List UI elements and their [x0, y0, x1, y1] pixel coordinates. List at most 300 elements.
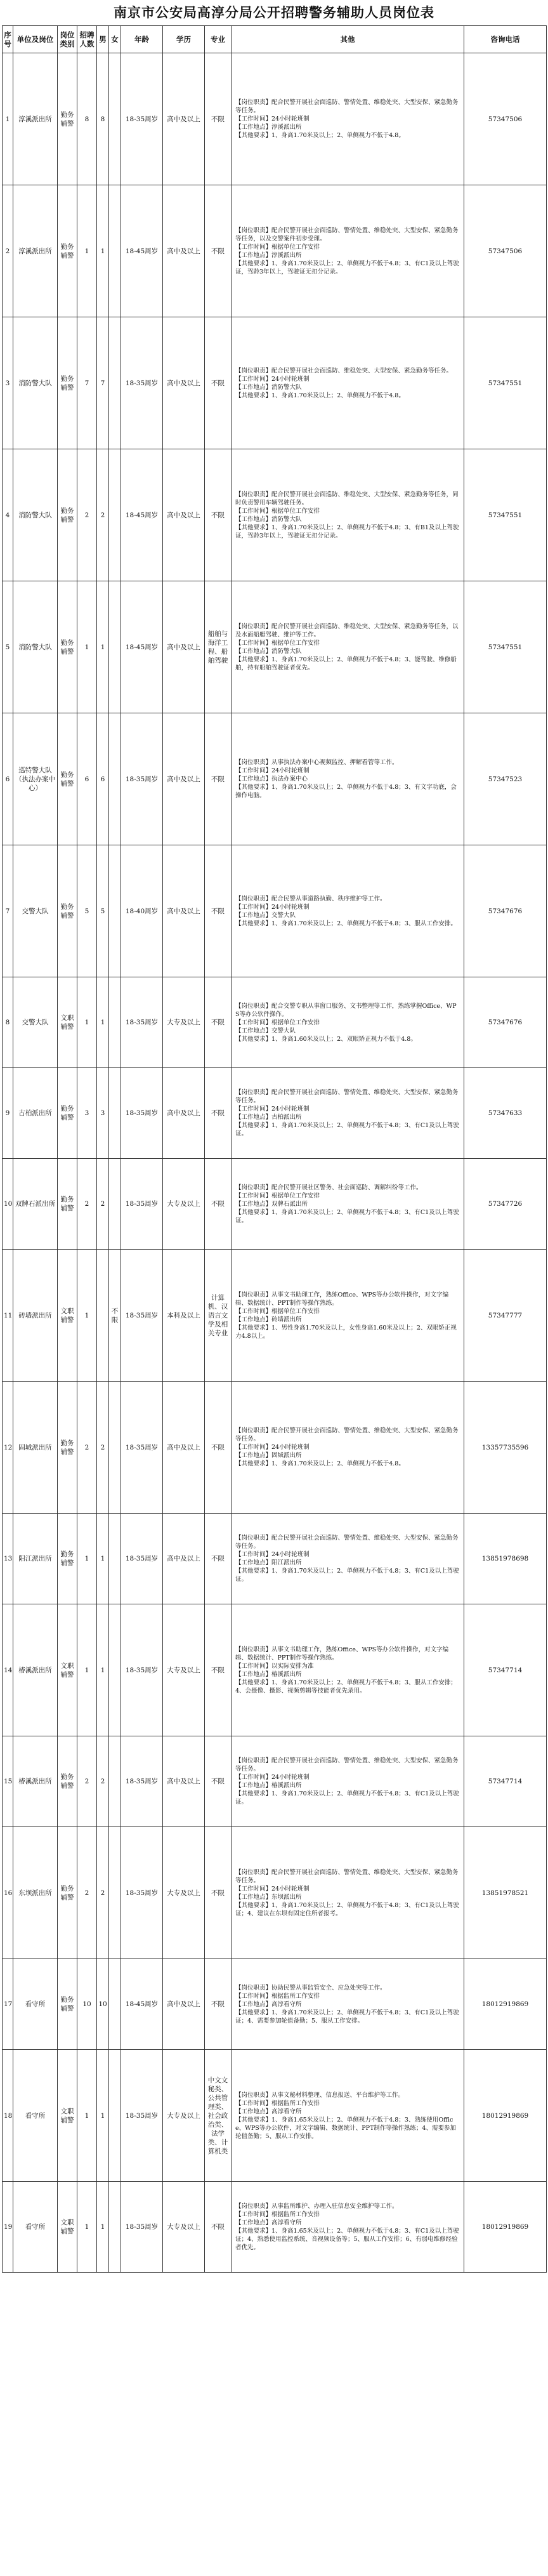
other-line: 【工作时间】根据单位工作安排 [235, 1307, 320, 1315]
cell-phone: 57347506 [464, 53, 547, 185]
cell-seq: 9 [3, 1068, 13, 1159]
cell-unit: 交警大队 [13, 977, 58, 1068]
other-line: 【工作时间】根据监所工作安排 [235, 2099, 320, 2107]
cell-male: 2 [97, 1382, 109, 1514]
table-row [3, 2182, 547, 2273]
cell-phone: 57347714 [464, 1736, 547, 1827]
cell-age: 18-35周岁 [121, 1736, 163, 1827]
cell-education: 高中及以上 [163, 53, 205, 185]
cell-major: 不限 [205, 1959, 232, 2050]
table-row [3, 713, 547, 845]
cell-female [109, 1604, 121, 1736]
cell-seq: 3 [3, 317, 13, 449]
other-line: 【工作地点】双牌石派出所 [235, 1200, 308, 1208]
cell-unit: 椿溪派出所 [13, 1604, 58, 1736]
cell-count: 2 [77, 1827, 97, 1959]
cell-education: 高中及以上 [163, 1068, 205, 1159]
cell-count: 1 [77, 1604, 97, 1736]
cell-other [232, 1514, 464, 1604]
cell-phone: 18012919869 [464, 2050, 547, 2182]
cell-seq: 16 [3, 1827, 13, 1959]
cell-count: 2 [77, 449, 97, 581]
cell-phone: 57347551 [464, 449, 547, 581]
other-line: 【其他要求】1、身高1.60米及以上；2、双眼矫正视力不低于4.8。 [235, 1035, 417, 1043]
other-line: 【工作地点】消防警大队 [235, 515, 302, 523]
cell-seq: 19 [3, 2182, 13, 2273]
cell-phone: 18012919869 [464, 1959, 547, 2050]
cell-category: 勤务辅警 [58, 845, 77, 977]
other-line: 【工作时间】根据单位工作安排 [235, 243, 320, 251]
cell-age: 18-35周岁 [121, 53, 163, 185]
cell-phone: 57347676 [464, 977, 547, 1068]
cell-category: 文职辅警 [58, 2050, 77, 2182]
cell-count: 1 [77, 581, 97, 713]
cell-unit: 固城派出所 [13, 1382, 58, 1514]
cell-other [232, 1736, 464, 1827]
other-line: 【工作地点】椿溪派出所 [235, 1670, 302, 1678]
cell-seq: 17 [3, 1959, 13, 2050]
cell-education: 高中及以上 [163, 581, 205, 713]
cell-phone: 13851978698 [464, 1514, 547, 1604]
cell-count: 8 [77, 53, 97, 185]
cell-major: 不限 [205, 1604, 232, 1736]
other-line: 【岗位职责】配合民警开展社会面巡防、警情处置、维稳处突、大型安保、紧急勤务等任务。 [235, 1535, 459, 1550]
cell-male: 2 [97, 1736, 109, 1827]
cell-phone: 13851978521 [464, 1827, 547, 1959]
cell-category: 勤务辅警 [58, 317, 77, 449]
cell-other [232, 1250, 464, 1382]
cell-female [109, 449, 121, 581]
cell-male: 1 [97, 977, 109, 1068]
table-row [3, 581, 547, 713]
cell-education: 大专及以上 [163, 1827, 205, 1959]
cell-education: 高中及以上 [163, 845, 205, 977]
other-line: 【工作时间】24小时轮班制 [235, 1444, 310, 1451]
cell-other [232, 53, 464, 185]
other-line: 【工作时间】根据单位工作安排 [235, 1019, 320, 1026]
cell-count: 10 [77, 1959, 97, 2050]
cell-male [97, 1250, 109, 1382]
cell-category: 勤务辅警 [58, 581, 77, 713]
cell-age: 18-45周岁 [121, 185, 163, 317]
cell-age: 18-35周岁 [121, 1250, 163, 1382]
other-line: 【岗位职责】配合民警开展社会面巡防、维稳处突、大型安保、紧急勤务等任务，以及水面船艇驾驶、维护等工作。 [235, 623, 459, 638]
other-line: 【工作时间】根据监所工作安排 [235, 2211, 320, 2218]
other-line: 【工作时间】根据监所工作安排 [235, 1992, 320, 2000]
cell-seq: 12 [3, 1382, 13, 1514]
cell-phone: 57347551 [464, 581, 547, 713]
cell-male: 2 [97, 449, 109, 581]
cell-seq: 1 [3, 53, 13, 185]
cell-count: 1 [77, 185, 97, 317]
table-row [3, 1382, 547, 1514]
cell-major: 不限 [205, 53, 232, 185]
other-line: 【工作地点】消防警大队 [235, 647, 302, 655]
cell-category: 勤务辅警 [58, 53, 77, 185]
cell-male: 6 [97, 713, 109, 845]
cell-education: 高中及以上 [163, 713, 205, 845]
other-line: 【岗位职责】从事执法办案中心视频监控、押解看管等工作。 [235, 759, 398, 766]
cell-female [109, 1159, 121, 1250]
cell-unit: 淳溪派出所 [13, 185, 58, 317]
cell-unit: 看守所 [13, 2050, 58, 2182]
other-line: 【工作地点】固城派出所 [235, 1452, 302, 1459]
header-male: 男 [97, 26, 109, 53]
cell-other [232, 1604, 464, 1736]
other-line: 【工作地点】椿溪派出所 [235, 1782, 302, 1789]
cell-category: 勤务辅警 [58, 449, 77, 581]
cell-other [232, 2182, 464, 2273]
cell-male: 1 [97, 1604, 109, 1736]
cell-unit: 阳江派出所 [13, 1514, 58, 1604]
cell-female [109, 1382, 121, 1514]
cell-education: 高中及以上 [163, 1736, 205, 1827]
cell-category: 勤务辅警 [58, 1827, 77, 1959]
cell-major: 不限 [205, 317, 232, 449]
table-row [3, 1736, 547, 1827]
cell-major: 不限 [205, 1159, 232, 1250]
other-line: 【工作时间】以实际安排为准 [235, 1662, 314, 1670]
cell-education: 大专及以上 [163, 2050, 205, 2182]
other-line: 【工作时间】24小时轮班制 [235, 1774, 310, 1781]
other-line: 【工作地点】淳溪派出所 [235, 251, 302, 259]
other-line: 【其他要求】1、身高1.70米及以上；2、单侧视力不低于4.8；3、有C1及以上驾驶证。 [235, 1790, 459, 1806]
cell-other [232, 317, 464, 449]
header-other: 其他 [232, 26, 464, 53]
cell-unit: 消防警大队 [13, 449, 58, 581]
cell-count: 5 [77, 845, 97, 977]
cell-unit: 砖墙派出所 [13, 1250, 58, 1382]
header-phone: 咨询电话 [464, 26, 547, 53]
header-age: 年龄 [121, 26, 163, 53]
cell-education: 高中及以上 [163, 185, 205, 317]
header-education: 学历 [163, 26, 205, 53]
cell-other [232, 581, 464, 713]
table-row [3, 2050, 547, 2182]
other-line: 【工作地点】高淳看守所 [235, 2219, 302, 2226]
other-line: 【其他要求】1、身高1.70米及以上；2、单侧视力不低于4.8；3、有C1及以上驾驶证，驾龄3年以上，驾驶证无扣分记录。 [235, 260, 459, 275]
cell-phone: 57347726 [464, 1159, 547, 1250]
table-row [3, 449, 547, 581]
other-line: 【工作时间】根据单位工作安排 [235, 507, 320, 515]
cell-female: 不限 [109, 1250, 121, 1382]
cell-count: 2 [77, 1159, 97, 1250]
other-line: 【工作地点】消防警大队 [235, 383, 302, 391]
cell-education: 大专及以上 [163, 2182, 205, 2273]
cell-major: 不限 [205, 1827, 232, 1959]
other-line: 【工作时间】24小时轮班制 [235, 1106, 310, 1113]
header-major: 专业 [205, 26, 232, 53]
cell-age: 18-45周岁 [121, 581, 163, 713]
other-line: 【岗位职责】协助民警从事监管安全、应急处突等工作。 [235, 1984, 386, 1991]
other-line: 【工作地点】古柏派出所 [235, 1114, 302, 1121]
cell-other [232, 713, 464, 845]
cell-male: 7 [97, 317, 109, 449]
cell-education: 高中及以上 [163, 1514, 205, 1604]
other-line: 【工作地点】高淳看守所 [235, 2108, 302, 2115]
other-line: 【其他要求】1、身高1.70米及以上；2、单侧视力不低于4.8；3、有C1及以上驾驶证；4、需要参加轮值备勤；5、服从工作安排。 [235, 2009, 459, 2024]
cell-female [109, 1068, 121, 1159]
cell-phone: 57347777 [464, 1250, 547, 1382]
other-line: 【其他要求】1、身高1.70米及以上；2、单侧视力不低于4.8；3、有C1及以上驾驶证。 [235, 1568, 459, 1583]
other-line: 【其他要求】1、男性身高1.70米及以上，女性身高1.60米及以上；2、双眼矫正视力4.8以上。 [235, 1324, 457, 1340]
table-row [3, 1959, 547, 2050]
cell-phone: 57347633 [464, 1068, 547, 1159]
cell-other [232, 1159, 464, 1250]
cell-phone: 18012919869 [464, 2182, 547, 2273]
cell-major: 不限 [205, 1068, 232, 1159]
cell-male: 1 [97, 581, 109, 713]
cell-major: 不限 [205, 2182, 232, 2273]
other-line: 【其他要求】1、身高1.70米及以上；2、单侧视力不低于4.8；3、有C1及以上驾驶证。 [235, 1208, 459, 1224]
other-line: 【岗位职责】配合民警开展社会面巡防、警情处置、维稳处突、大型安保、紧急勤务等任务。 [235, 1868, 459, 1884]
other-line: 【其他要求】1、身高1.70米及以上；2、单侧视力不低于4.8。 [235, 1460, 405, 1467]
header-category: 岗位类别 [58, 26, 77, 53]
cell-seq: 6 [3, 713, 13, 845]
cell-unit: 淳溪派出所 [13, 53, 58, 185]
cell-age: 18-45周岁 [121, 1959, 163, 2050]
table-row [3, 1514, 547, 1604]
other-line: 【岗位职责】配合交警专职从事窗口服务、文书整理等工作，熟练掌握Office、WPS等办公软件操作。 [235, 1002, 457, 1018]
cell-category: 勤务辅警 [58, 1382, 77, 1514]
cell-count: 7 [77, 317, 97, 449]
other-line: 【工作地点】阳江派出所 [235, 1559, 302, 1566]
cell-major: 不限 [205, 1514, 232, 1604]
other-line: 【其他要求】1、身高1.70米及以上；2、单侧视力不低于4.8；3、有B1及以上驾驶证，驾龄3年以上，驾驶证无扣分记录。 [235, 524, 459, 539]
cell-other [232, 1959, 464, 2050]
cell-other [232, 185, 464, 317]
cell-seq: 15 [3, 1736, 13, 1827]
table-row [3, 1604, 547, 1736]
cell-count: 1 [77, 1514, 97, 1604]
cell-major: 中文文秘类、公共管理类、社会政治类、法学类、计算机类 [205, 2050, 232, 2182]
cell-category: 勤务辅警 [58, 713, 77, 845]
other-line: 【岗位职责】从事文书助理工作，熟练Office、WPS等办公软件操作，对文字编辑、数据统计、PPT制作等操作熟练。 [235, 1646, 449, 1661]
other-line: 【岗位职责】配合民警从事道路执勤、秩序维护等工作。 [235, 895, 386, 902]
cell-seq: 18 [3, 2050, 13, 2182]
other-line: 【工作时间】24小时轮班制 [235, 767, 310, 774]
cell-education: 大专及以上 [163, 1159, 205, 1250]
cell-category: 勤务辅警 [58, 1068, 77, 1159]
cell-unit: 消防警大队 [13, 317, 58, 449]
cell-seq: 4 [3, 449, 13, 581]
cell-male: 1 [97, 2182, 109, 2273]
table-row [3, 1068, 547, 1159]
other-line: 【岗位职责】配合民警开展社会面巡防、警情处置、维稳处突、大型安保、紧急勤务等任务。 [235, 1757, 459, 1773]
cell-age: 18-40周岁 [121, 845, 163, 977]
header-unit: 单位及岗位 [13, 26, 58, 53]
cell-seq: 7 [3, 845, 13, 977]
cell-major: 不限 [205, 977, 232, 1068]
other-line: 【其他要求】1、身高1.70米及以上；2、单侧视力不低于4.8；3、服从工作安排；4、会摄像、摄影、视频剪辑等技能者优先录用。 [235, 1679, 457, 1694]
cell-other [232, 2050, 464, 2182]
cell-age: 18-45周岁 [121, 449, 163, 581]
cell-count: 1 [77, 1250, 97, 1382]
cell-female [109, 1514, 121, 1604]
other-line: 【工作时间】24小时轮班制 [235, 375, 310, 383]
other-line: 【工作地点】砖墙派出所 [235, 1316, 302, 1323]
cell-male: 1 [97, 1514, 109, 1604]
cell-male: 10 [97, 1959, 109, 2050]
cell-female [109, 317, 121, 449]
table-row [3, 1159, 547, 1250]
cell-male: 5 [97, 845, 109, 977]
cell-phone: 57347676 [464, 845, 547, 977]
cell-male: 8 [97, 53, 109, 185]
cell-phone: 13357735596 [464, 1382, 547, 1514]
cell-category: 文职辅警 [58, 1604, 77, 1736]
cell-age: 18-35周岁 [121, 317, 163, 449]
other-line: 【工作地点】高淳看守所 [235, 2000, 302, 2008]
cell-unit: 东坝派出所 [13, 1827, 58, 1959]
table-row [3, 977, 547, 1068]
other-line: 【其他要求】1、身高1.65米及以上；2、单侧视力不低于4.8；3、有C1及以上驾驶证；4、熟悉使用监控系统、音视频设备等；5、服从工作安排；6、有弱电维修经验者优先。 [235, 2228, 459, 2251]
header-seq: 序号 [3, 26, 13, 53]
cell-female [109, 977, 121, 1068]
cell-other [232, 977, 464, 1068]
cell-education: 大专及以上 [163, 977, 205, 1068]
cell-unit: 古柏派出所 [13, 1068, 58, 1159]
cell-age: 18-35周岁 [121, 2182, 163, 2273]
table-row [3, 185, 547, 317]
positions-table [2, 25, 547, 2273]
cell-female [109, 1959, 121, 2050]
cell-major: 不限 [205, 1382, 232, 1514]
cell-count: 2 [77, 1382, 97, 1514]
other-line: 【岗位职责】配合民警开展社会面巡防、警情处置、维稳处突、大型安保、紧急勤务等任务。 [235, 99, 459, 114]
cell-category: 文职辅警 [58, 977, 77, 1068]
cell-age: 18-35周岁 [121, 2050, 163, 2182]
other-line: 【工作时间】根据单位工作安排 [235, 1192, 320, 1199]
table-header [3, 26, 547, 53]
page-title: 南京市公安局高淳分局公开招聘警务辅助人员岗位表 [114, 4, 434, 20]
cell-major: 不限 [205, 713, 232, 845]
cell-seq: 10 [3, 1159, 13, 1250]
cell-female [109, 1827, 121, 1959]
cell-category: 文职辅警 [58, 2182, 77, 2273]
other-line: 【工作地点】东坝派出所 [235, 1893, 302, 1901]
cell-male: 2 [97, 1827, 109, 1959]
cell-unit: 椿溪派出所 [13, 1736, 58, 1827]
cell-female [109, 2182, 121, 2273]
other-line: 【其他要求】1、身高1.70米及以上；2、单侧视力不低于4.8。 [235, 132, 405, 139]
cell-male: 3 [97, 1068, 109, 1159]
cell-education: 大专及以上 [163, 1604, 205, 1736]
cell-category: 勤务辅警 [58, 185, 77, 317]
cell-phone: 57347551 [464, 317, 547, 449]
cell-major: 不限 [205, 185, 232, 317]
cell-age: 18-35周岁 [121, 1068, 163, 1159]
cell-education: 高中及以上 [163, 317, 205, 449]
cell-major: 不限 [205, 1736, 232, 1827]
cell-education: 本科及以上 [163, 1250, 205, 1382]
other-line: 【岗位职责】配合民警开展社会面巡防、警情处置、维稳处突、大型安保、紧急勤务等任务，以及交警案件初步受理。 [235, 227, 459, 242]
cell-female [109, 1736, 121, 1827]
header-count: 招聘人数 [77, 26, 97, 53]
cell-seq: 5 [3, 581, 13, 713]
cell-unit: 看守所 [13, 1959, 58, 2050]
cell-seq: 8 [3, 977, 13, 1068]
cell-age: 18-35周岁 [121, 713, 163, 845]
other-line: 【工作时间】24小时轮班制 [235, 1551, 310, 1558]
other-line: 【岗位职责】配合民警开展社会面巡防、维稳处突、大型安保、紧急勤务等任务。 [235, 367, 453, 374]
other-line: 【工作地点】执法办案中心 [235, 776, 308, 783]
other-line: 【工作地点】交警大队 [235, 1027, 296, 1034]
cell-unit: 巡特警大队（执法办案中心） [13, 713, 58, 845]
cell-seq: 13 [3, 1514, 13, 1604]
other-line: 【其他要求】1、身高1.70米及以上；2、单侧视力不低于4.8；3、有文字功底，会操作电脑。 [235, 784, 457, 799]
cell-category: 文职辅警 [58, 1250, 77, 1382]
other-line: 【其他要求】1、身高1.70米及以上；2、单侧视力不低于4.8；3、服从工作安排。 [235, 920, 457, 927]
other-line: 【岗位职责】配合民警开展社会面巡防、警情处置、维稳处突、大型安保、紧急勤务等任务。 [235, 1089, 459, 1104]
cell-count: 1 [77, 2182, 97, 2273]
cell-female [109, 713, 121, 845]
other-line: 【岗位职责】从事文书助理工作，熟练Office、WPS等办公软件操作，对文字编辑、数据统计、PPT制作等操作熟练。 [235, 1291, 449, 1307]
cell-seq: 2 [3, 185, 13, 317]
other-line: 【岗位职责】从事监所维护、办理入驻信息安全维护等工作。 [235, 2203, 398, 2210]
table-row [3, 1250, 547, 1382]
other-line: 【其他要求】1、身高1.70米及以上；2、单侧视力不低于4.8；3、能驾驶、维修船舶，持有船舶驾驶证者优先。 [235, 656, 457, 671]
cell-category: 勤务辅警 [58, 1514, 77, 1604]
other-line: 【工作时间】24小时轮班制 [235, 1885, 310, 1892]
cell-seq: 14 [3, 1604, 13, 1736]
cell-other [232, 1068, 464, 1159]
other-line: 【岗位职责】配合民警开展社区警务、社会面巡防、调解纠纷等工作。 [235, 1184, 422, 1191]
cell-age: 18-35周岁 [121, 1514, 163, 1604]
cell-age: 18-35周岁 [121, 1827, 163, 1959]
cell-category: 勤务辅警 [58, 1736, 77, 1827]
cell-count: 1 [77, 2050, 97, 2182]
other-line: 【工作时间】根据单位工作安排 [235, 639, 320, 647]
cell-other [232, 1827, 464, 1959]
cell-major: 船舶与海洋工程、船舶驾驶 [205, 581, 232, 713]
table-row [3, 53, 547, 185]
cell-education: 高中及以上 [163, 449, 205, 581]
table-row [3, 845, 547, 977]
other-line: 【工作地点】淳溪派出所 [235, 124, 302, 131]
cell-major: 计算机、汉语言文学及相关专业 [205, 1250, 232, 1382]
other-line: 【工作地点】交警大队 [235, 911, 296, 919]
cell-phone: 57347506 [464, 185, 547, 317]
cell-age: 18-35周岁 [121, 1604, 163, 1736]
cell-male: 1 [97, 2050, 109, 2182]
other-line: 【岗位职责】配合民警开展社会面巡防、警情处置、维稳处突、大型安保、紧急勤务等任务。 [235, 1427, 459, 1443]
cell-other [232, 1382, 464, 1514]
header-female: 女 [109, 26, 121, 53]
cell-male: 2 [97, 1159, 109, 1250]
cell-unit: 看守所 [13, 2182, 58, 2273]
cell-count: 3 [77, 1068, 97, 1159]
cell-female [109, 581, 121, 713]
cell-phone: 57347523 [464, 713, 547, 845]
other-line: 【岗位职责】从事文秘材料整理、信息报送、平台维护等工作。 [235, 2091, 405, 2099]
cell-female [109, 2050, 121, 2182]
cell-unit: 交警大队 [13, 845, 58, 977]
cell-education: 高中及以上 [163, 1382, 205, 1514]
cell-count: 2 [77, 1736, 97, 1827]
cell-other [232, 845, 464, 977]
cell-age: 18-35周岁 [121, 1159, 163, 1250]
other-line: 【其他要求】1、身高1.65米及以上；2、单侧视力不低于4.8；3、熟练使用Office、WPS等办公软件，对文字编辑、数据统计、PPT制作等操作熟练；4、需要参加轮值备勤；5、服从工作安排。 [235, 2116, 456, 2140]
cell-unit: 消防警大队 [13, 581, 58, 713]
cell-unit: 双牌石派出所 [13, 1159, 58, 1250]
other-line: 【其他要求】1、身高1.70米及以上；2、单侧视力不低于4.8；3、有C1及以上驾驶证；4、建议在东坝有固定住所者报考。 [235, 1901, 459, 1917]
cell-category: 勤务辅警 [58, 1959, 77, 2050]
cell-category: 勤务辅警 [58, 1159, 77, 1250]
cell-education: 高中及以上 [163, 1959, 205, 2050]
table-body [3, 53, 547, 2273]
cell-female [109, 53, 121, 185]
